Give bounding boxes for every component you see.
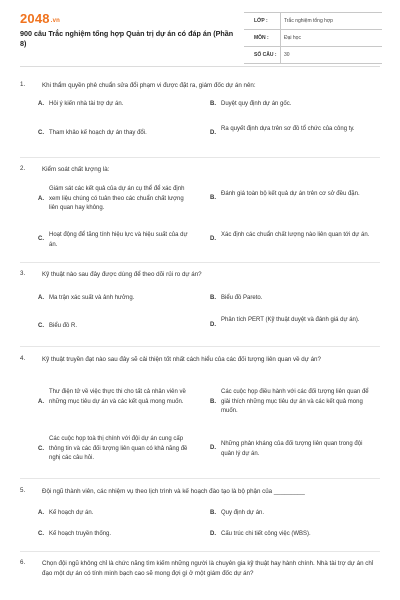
info-row-count: SỐ CÂU : 30 xyxy=(244,47,382,64)
question-text: Chọn đội ngũ không chỉ là chức năng tìm kiếm những người là chuyên gia kỹ thuật hay hành chính. Nhà tài trợ dự án chỉ đạo một dự án có tính minh bạch cao sẽ mong đợi gì ở một giám đốc dự án? xyxy=(42,560,374,577)
question-2: 2. Kiểm soát chất lượng là: A. Giám sát các kết quả của dự án cụ thể để xác định xem liệu chúng có tuân theo các chuẩn chất lượng liên quan hay không. B. Đánh giá toàn bộ kết quả dự án trên cơ sở đều đặn. C. Hoạt động để tăng tính hiệu lực và hiệu suất của dự án. D. Xác định các chuẩn chất lượng nào liên quan tới dự án. xyxy=(20,165,380,265)
question-text: Khi thẩm quyền phê chuẩn sửa đổi phạm vi được đặt ra, giám đốc dự án nên: xyxy=(42,82,256,89)
info-row-class: LỚP : Trắc nghiệm tổng hợp xyxy=(244,12,382,30)
question-text: Kiểm soát chất lượng là: xyxy=(42,166,110,173)
info-row-subject: MÔN : Đại học xyxy=(244,30,382,47)
question-separator xyxy=(20,346,380,347)
question-text: Đội ngũ thành viên, các nhiệm vụ theo lịch trình và kế hoạch đào tạo là bộ phận của _________ xyxy=(42,488,305,495)
site-logo[interactable]: 2048.vn xyxy=(20,11,61,26)
question-separator xyxy=(20,551,380,552)
question-5: 5. Đội ngũ thành viên, các nhiệm vụ theo lịch trình và kế hoạch đào tạo là bộ phận của _________ A. Kế hoạch dự án. B. Quy định dự án. C. Kế hoạch truyền thống. D. Cấu trúc chi tiết công việc (WBS). xyxy=(20,487,380,547)
question-6: 6. Chọn đội ngũ không chỉ là chức năng tìm kiếm những người là chuyên gia kỹ thuật hay hành chính. Nhà tài trợ dự án chỉ đạo một dự án có tính minh bạch cao sẽ mong đợi gì ở một giám đốc dự án? xyxy=(20,559,380,599)
question-separator xyxy=(20,262,380,263)
question-text: Kỹ thuật nào sau đây được dùng để theo dõi rủi ro dự án? xyxy=(42,271,202,278)
header-divider xyxy=(20,66,380,67)
question-separator xyxy=(20,478,380,479)
question-1: 1. Khi thẩm quyền phê chuẩn sửa đổi phạm vi được đặt ra, giám đốc dự án nên: A. Hỏi ý kiến nhà tài trợ dự án. B. Duyệt quy định dự án gốc. C. Tham khảo kế hoạch dự án thay đổi. D. Ra quyết định dựa trên sơ đồ tổ chức của công ty. xyxy=(20,81,380,161)
page-title: 900 câu Trắc nghiệm tổng hợp Quản trị dự án có đáp án (Phần 8) xyxy=(20,29,234,48)
question-3: 3. Kỹ thuật nào sau đây được dùng để theo dõi rủi ro dự án? A. Ma trận xác suất và ảnh hưởng. B. Biểu đồ Pareto. C. Biểu đồ R. D. Phân tích PERT (Kỹ thuật duyệt và đánh giá dự án). xyxy=(20,270,380,350)
question-text: Kỹ thuật truyền đạt nào sau đây sẽ cải thiện tốt nhất cách hiểu của các đối tượng liên quan về dự án? xyxy=(42,356,321,363)
info-table xyxy=(244,12,382,64)
question-4: 4. Kỹ thuật truyền đạt nào sau đây sẽ cải thiện tốt nhất cách hiểu của các đối tượng liên quan về dự án? A. Thư điện tử về việc thực thi cho tất cả nhân viên về những mục tiêu dự án và các kết quả mong muốn. B. Các cuộc họp điều hành với các đối tượng liên quan để giải thích những mục tiêu dự án và các kết quả mong muốn. C. Các cuộc họp toà thị chính với đội dự án cung cấp thông tin và các đối tượng liên quan có khả năng đề nghị các câu hỏi. D. Những phản kháng của đối tượng liên quan trong đội quản lý dự án. xyxy=(20,355,380,480)
document-header xyxy=(0,0,400,58)
question-separator xyxy=(20,157,380,158)
